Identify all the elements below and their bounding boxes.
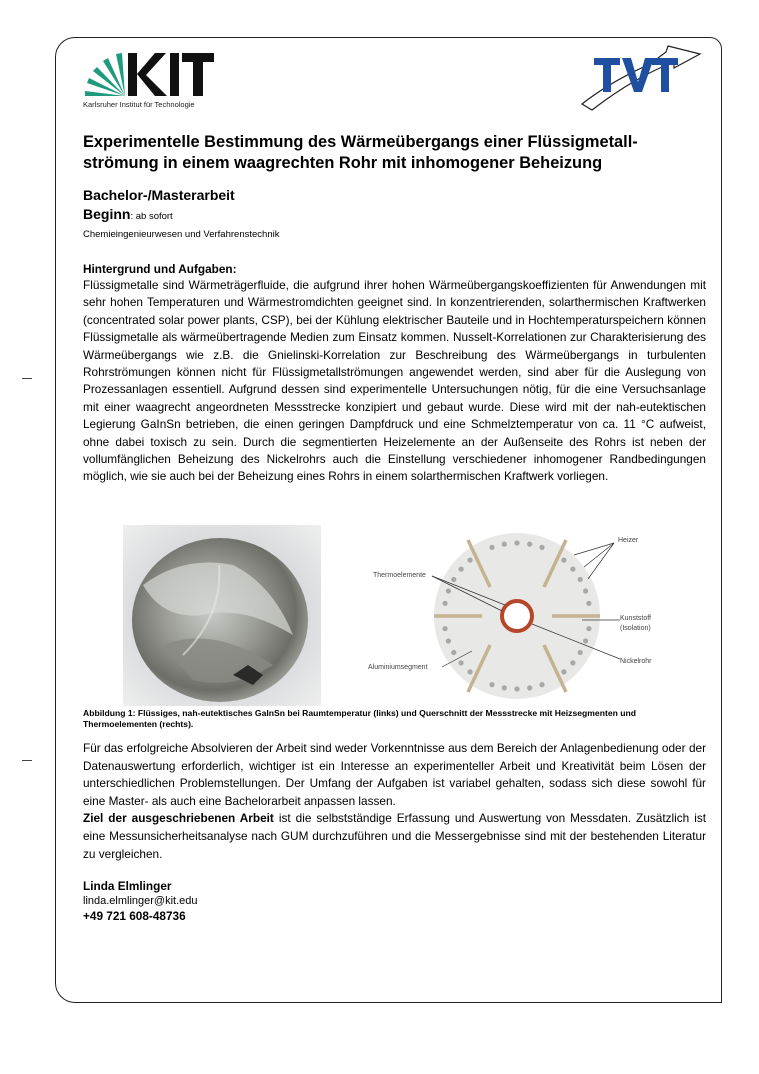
heater-dot (539, 682, 544, 687)
heater-dot (502, 685, 507, 690)
heater-dot (578, 577, 583, 582)
heater-dot (586, 601, 591, 606)
heater-dot (489, 682, 494, 687)
label-nickelrohr: Nickelrohr (620, 658, 652, 665)
heater-dot (443, 626, 448, 631)
section-heading: Hintergrund und Aufgaben: (83, 262, 237, 276)
heater-dot (459, 660, 464, 665)
heater-dot (468, 669, 473, 674)
paragraph-background: Flüssigmetalle sind Wärmeträgerfluide, die aufgrund ihrer hohen Wärmeübergangskoeffizienten für Anwendungen mit sehr hohen Temperaturen und Wärmestromdichten geeignet sind. In konzentrierenden, solarthermischen Kraftwerken (concentrated solar power plants, CSP), bei der Kühlung elektrischer Bauteile und in Hochtemperaturspeichern können Flüssigmetalle als wärmeübertragende Medien zum Einsatz kommen. Nusselt-Korrelationen zur Charakterisierung des Wärmeübergangs wie z.B. die Gnielinski-Korrelation zur Beschreibung des Wärmeübergangs in turbulenten Rohrströmungen können nicht für Flüssigmetallströmungen angewendet werden, sind aber für die Auslegung von Prozessanlagen essentiell. Aufgrund dessen sind experimentelle Untersuchungen nötig, für die eine Versuchsanlage mit einer waagrecht angeordneten Messstrecke konzipiert und gebaut wurde. Diese wird mit der nah-eutektischen Legierung GaInSn betrieben, die einen geringen Dampfdruck und eine Schmelztemperatur von ca. 11 °C aufweist, ohne dabei toxisch zu sein. Durch die segmentierten Heizelemente an der Außenseite des Rohrs ist neben der vollumfänglichen Beheizung des Nickelrohrs auch die Einstellung verschiedener inhomogener Randbedingungen möglich, wie sie auch bei der Beheizung eines Rohrs in einem solarthermischen Kraftwerk vorliegen. (83, 278, 706, 484)
label-heizer: Heizer (618, 537, 639, 544)
contact-phone: +49 721 608-48736 (83, 909, 186, 923)
heater-dot (514, 686, 519, 691)
kit-logo-letters (128, 53, 214, 96)
galinstan-photo (123, 525, 321, 706)
contact-email[interactable]: linda.elmlinger@kit.edu (83, 895, 198, 907)
heater-dot (443, 601, 448, 606)
kit-subtitle: Karlsruher Institut für Technologie (83, 100, 195, 109)
heater-dot (578, 650, 583, 655)
heater-dot (468, 558, 473, 563)
heater-dot (489, 545, 494, 550)
label-aluminiumsegment: Aluminiumsegment (368, 664, 428, 671)
label-kunststoff: Kunststoff (620, 615, 652, 622)
heater-dot (451, 577, 456, 582)
paragraph-requirements (83, 740, 706, 863)
figure-caption: Abbildung 1: Flüssiges, nah-eutektisches GaInSn bei Raumtemperatur (links) und Querschnitt der Messstrecke mit Heizsegmenten und Thermoelementen (rechts). (83, 708, 636, 729)
heater-dot (459, 567, 464, 572)
heater-dot (583, 588, 588, 593)
heater-dot (502, 542, 507, 547)
tvt-logo (580, 42, 705, 112)
heater-dot (451, 650, 456, 655)
paragraph-requirements-intro: Für das erfolgreiche Absolvieren der Arbeit sind weder Vorkenntnisse aus dem Bereich der Anlagenbedienung oder der Datenauswertung erforderlich, wichtiger ist ein Interesse an experimenteller Arbeit und Kreativität beim Lösen der unterschiedlichen Problemstellungen. Der Umfang der Aufgaben ist variabel gehalten, sodass sich diese sowohl für eine Master- als auch eine Bachelorarbeit anpassen lassen. (83, 741, 706, 808)
heater-dot (514, 540, 519, 545)
heater-dot (586, 626, 591, 631)
heater-dot (527, 685, 532, 690)
begin-value: : ab sofort (130, 211, 173, 222)
label-thermoelemente: Thermoelemente (373, 572, 426, 579)
heater-dot (570, 567, 575, 572)
begin-line (83, 206, 173, 222)
label-isolation: (Isolation) (620, 625, 651, 632)
goal-text: ist die selbstständige Erfassung und Auswertung von Messdaten. Zusätzlich ist eine Messunsicherheitsanalyse nach GUM durchzuführen und die Messergebnisse sind mit der bestehenden Literatur zu vergleichen. (83, 811, 706, 861)
margin-tick (22, 760, 32, 761)
contact-name: Linda Elmlinger (83, 879, 172, 893)
heater-dot (446, 638, 451, 643)
heater-dot (446, 588, 451, 593)
cross-section-diagram (362, 527, 662, 707)
heater-dot (583, 638, 588, 643)
margin-tick (22, 378, 32, 379)
nickel-tube (502, 601, 532, 631)
heater-dot (561, 669, 566, 674)
goal-label: Ziel der ausgeschriebenen Arbeit (83, 811, 274, 826)
kit-logo-fan (85, 53, 125, 96)
begin-label: Beginn (83, 206, 131, 222)
page-title: Experimentelle Bestimmung des Wärmeübergangs einer Flüssigmetall-strömung in einem waagrechten Rohr mit inhomogener Beheizung (83, 133, 638, 172)
thesis-type: Bachelor-/Masterarbeit (83, 187, 235, 203)
heater-dot (539, 545, 544, 550)
heater-dot (561, 558, 566, 563)
heater-dot (527, 542, 532, 547)
heater-dot (570, 660, 575, 665)
department: Chemieingenieurwesen und Verfahrenstechnik (83, 229, 280, 240)
